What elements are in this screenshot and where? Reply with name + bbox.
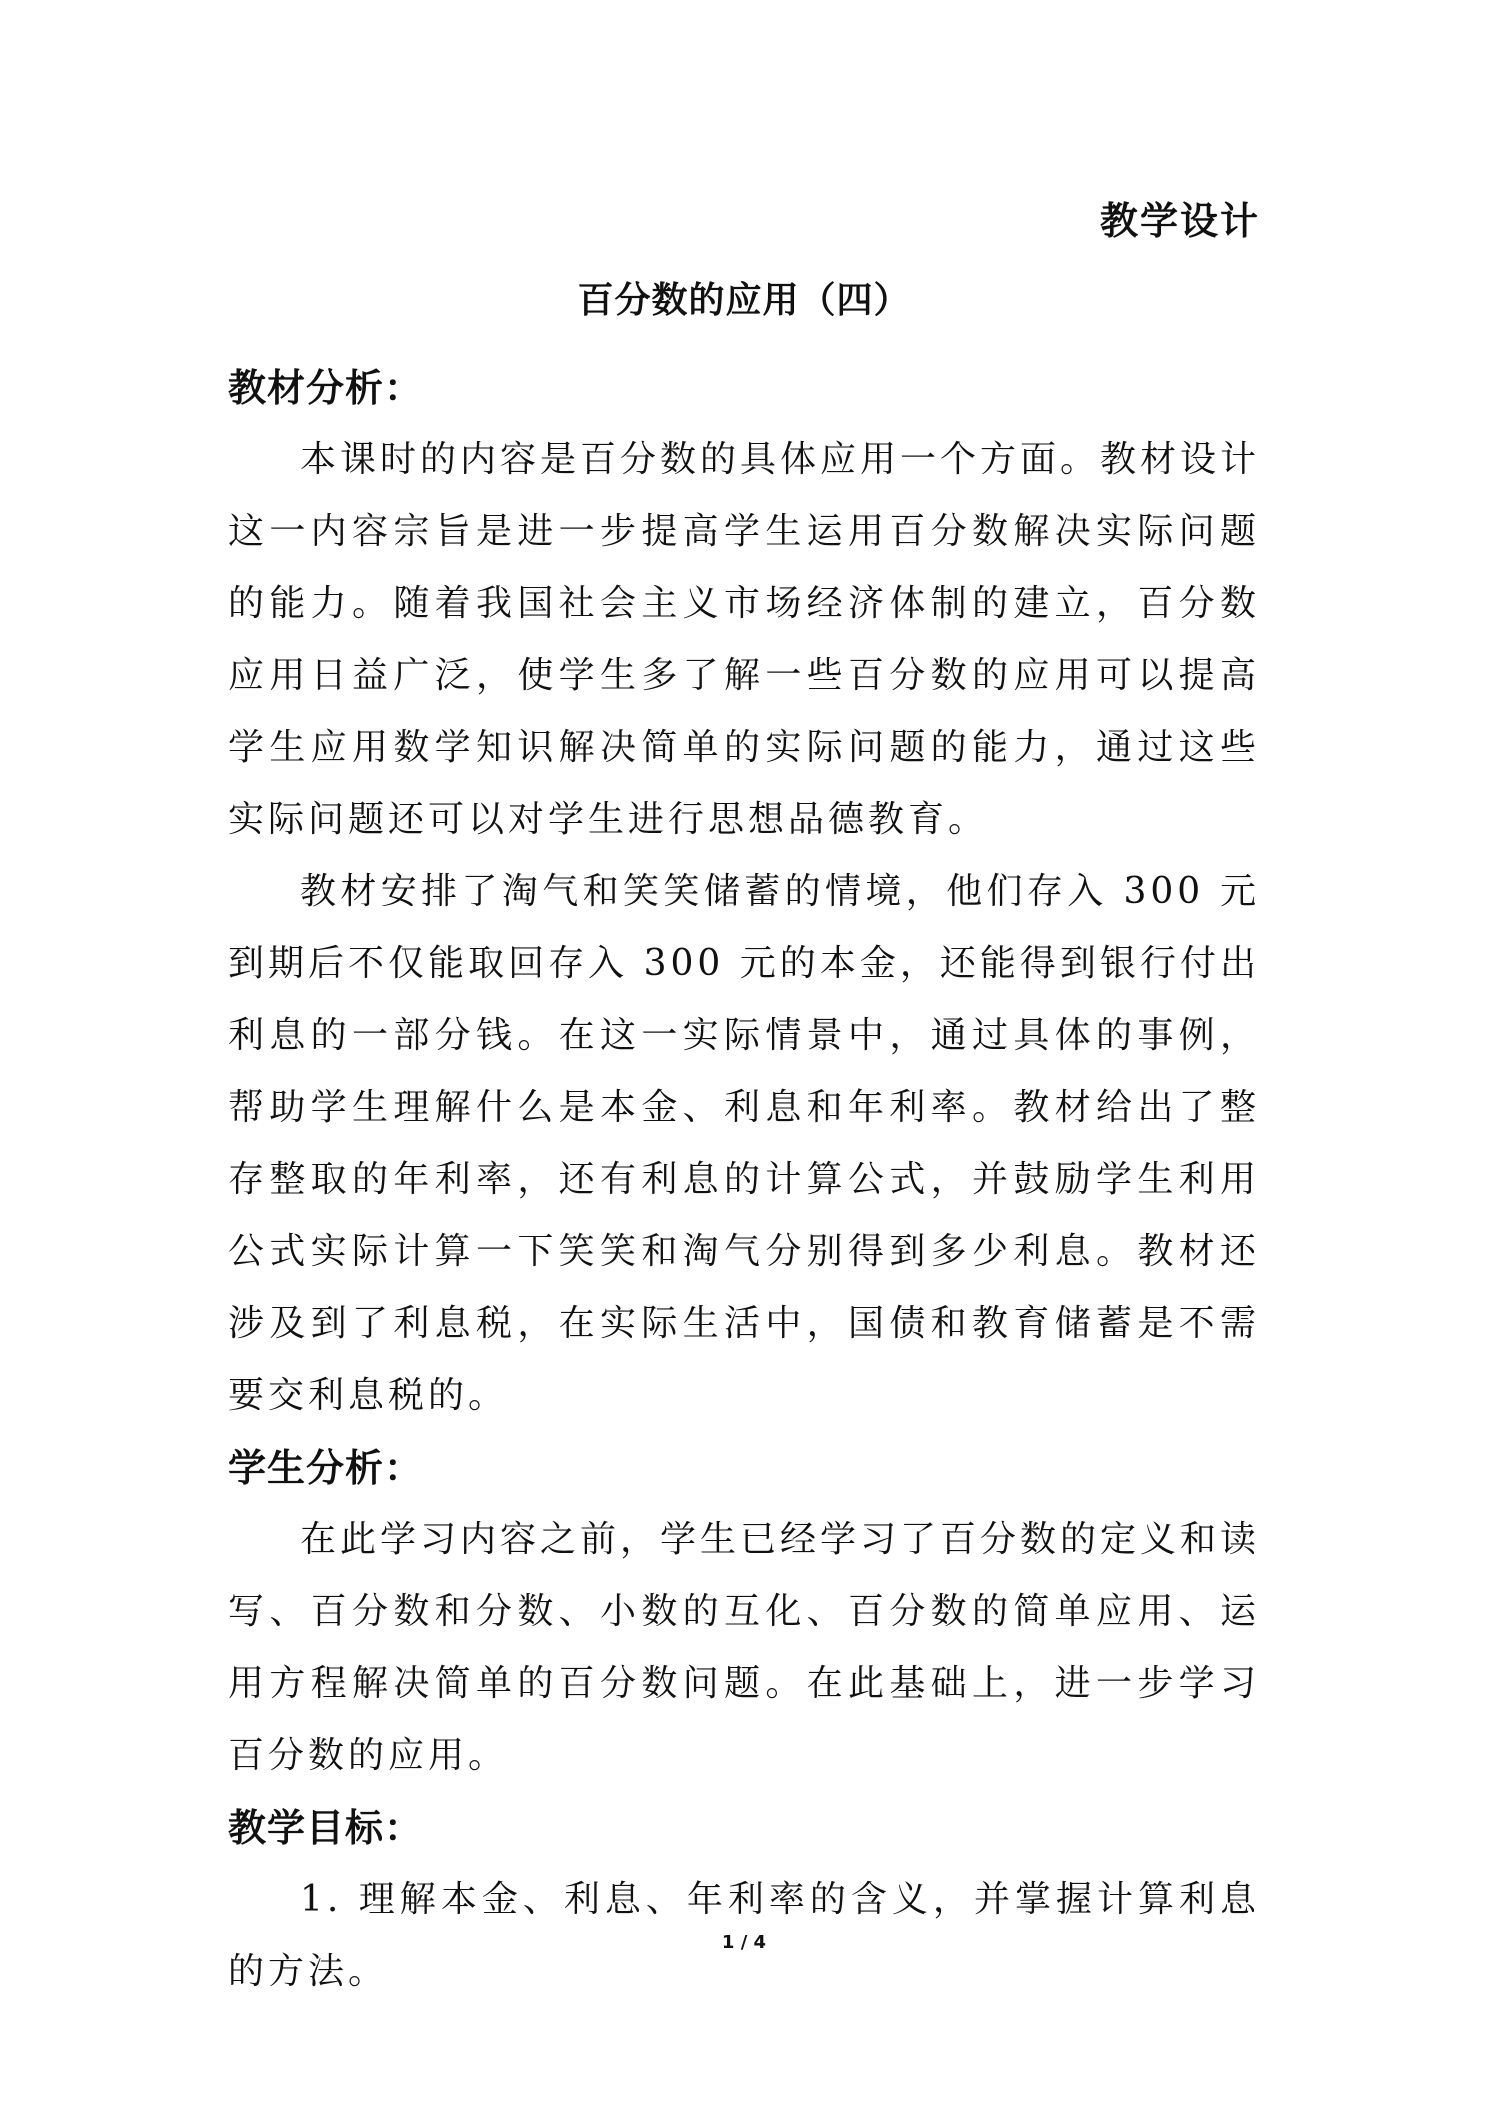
section-student-analysis [228, 1432, 1260, 1792]
section-heading: 教材分析： [228, 366, 424, 410]
paragraph: 教材安排了淘气和笑笑储蓄的情境，他们存入 300 元到期后不仅能取回存入 300 元的本金，还能得到银行付出利息的一部分钱。在这一实际情景中，通过具体的事例，帮助学生理解什么是本金、利息和年利率。教材给出了整存整取的年利率，还有利息的计算公式，并鼓励学生利用公式实际计算一下笑笑和淘气分别得到多少利息。教材还涉及到了利息税，在实际生活中，国债和教育储蓄是不需要交利息税的。 [228, 871, 1260, 1416]
paragraph: 在此学习内容之前，学生已经学习了百分数的定义和读写、百分数和分数、小数的互化、百分数的简单应用、运用方程解决简单的百分数问题。在此基础上，进一步学习百分数的应用。 [228, 1519, 1261, 1776]
section-heading: 教学目标： [228, 1806, 424, 1850]
document-title: 百分数的应用（四） [577, 280, 911, 321]
section-teaching-objectives [228, 1792, 1260, 2008]
paragraph: 本课时的内容是百分数的具体应用一个方面。教材设计这一内容宗旨是进一步提高学生运用百分数解决实际问题的能力。随着我国社会主义市场经济体制的建立，百分数应用日益广泛，使学生多了解一些百分数的应用可以提高学生应用数学知识解决简单的实际问题的能力，通过这些实际问题还可以对学生进行思想品德教育。 [228, 439, 1261, 840]
section-textbook-analysis [228, 352, 1260, 1432]
document-body [228, 352, 1260, 2008]
document-label: 教学设计 [1099, 199, 1260, 243]
page-number: 1 / 4 [721, 1932, 767, 1953]
paragraph: 1. 理解本金、利息、年利率的含义，并掌握计算利息的方法。 [228, 1879, 1260, 1992]
section-heading: 学生分析： [228, 1446, 424, 1490]
